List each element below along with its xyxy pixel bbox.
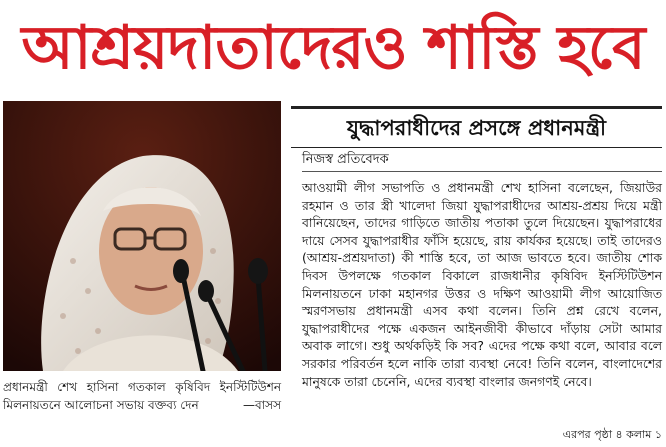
speaker-photo-illustration: [3, 101, 281, 371]
subheadline: যুদ্ধাপরাধীদের প্রসঙ্গে প্রধানমন্ত্রী: [291, 106, 662, 148]
news-photo: [3, 101, 281, 371]
continuation-note: এরপর পৃষ্ঠা ৪ কলাম ১: [562, 428, 662, 441]
article-paragraph: আওয়ামী লীগ সভাপতি ও প্রধানমন্ত্রী শেখ হাসিনা বলেছেন, জিয়াউর রহমান ও তার স্ত্রী খালেদা জিয়া যুদ্ধাপরাধীদের আশ্রয়-প্রশ্রয় দিয়ে মন্ত্রী বানিয়েছেন, তাদের গাড়িতে জাতীয় পতাকা তুলে দিয়েছেন। যুদ্ধাপরাধের দায়ে সেসব যুদ্ধাপরাধীর ফাঁসি হয়েছে, রায় কার্যকর হয়েছে। তাই তাদেরও (আশ্রয়-প্রশ্রয়দাতা) কী শাস্তি হবে, তা আজ ভাবতে হবে। জাতীয় শোক দিবস উপলক্ষে গতকাল বিকালে রাজধানীর কৃষিবিদ ইনস্টিটিউশন মিলনায়তনে ঢাকা মহানগর উত্তর ও দক্ষিণ আওয়ামী লীগ আয়োজিত স্মরণসভায় প্রধানমন্ত্রী এসব কথা বলেন। তিনি প্রশ্ন রেখে বলেন, যুদ্ধাপরাধীদের পক্ষে একজন আইনজীবী কীভাবে দাঁড়ায় সেটা আমার অবাক লাগে। শুধু অর্থকড়িই কি সব? এদের পক্ষে কথা বলে, আবার বলে সরকার পরিবর্তন হলে নাকি তারা ব্যবস্থা নেবে! তিনি বলেন, বাংলাদেশের মানুষকে তারা চেনেনি, এদের ব্যবস্থা বাংলার জনগণই নেবে।: [302, 180, 662, 389]
byline-divider: [302, 171, 662, 172]
photo-caption-text: প্রধানমন্ত্রী শেখ হাসিনা গতকাল কৃষিবিদ ইনস্টিটিউশন মিলনায়তনে আলোচনা সভায় বক্তব্য দেন: [3, 380, 281, 412]
photo-caption: [3, 378, 281, 414]
headline: আশ্রয়দাতাদেরও শাস্তি হবে: [21, 13, 645, 83]
reporter-byline: নিজস্ব প্রতিবেদক: [302, 152, 389, 167]
article-body: [302, 179, 662, 390]
photo-credit: —বাসস: [242, 398, 281, 412]
